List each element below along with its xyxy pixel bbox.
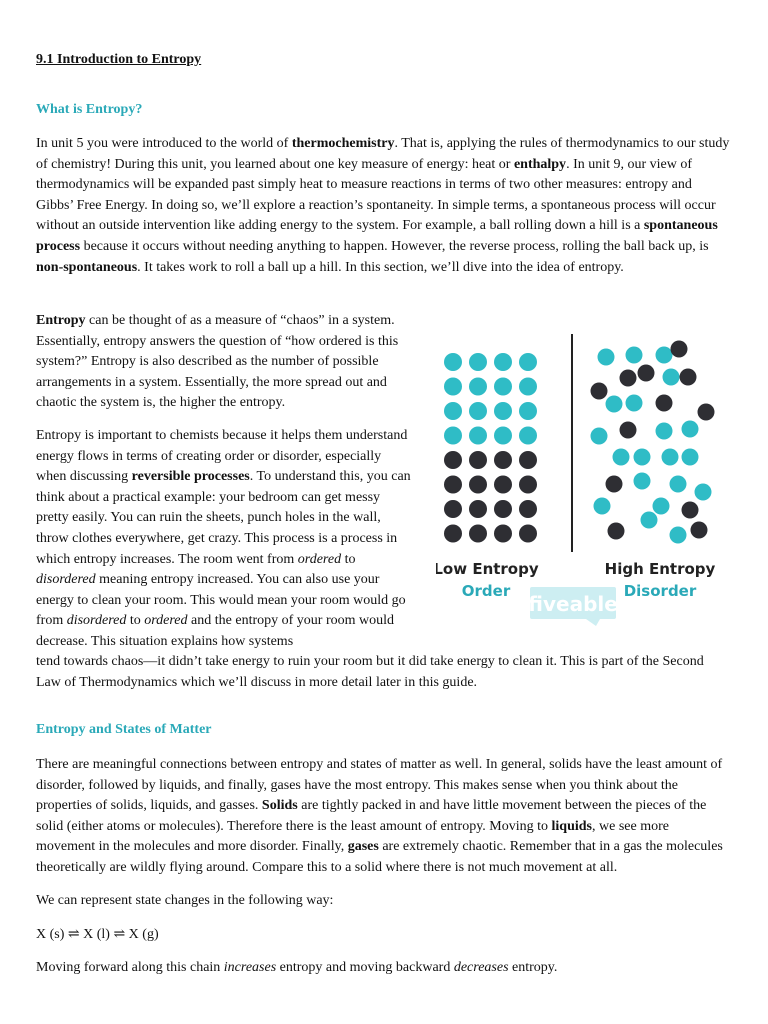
paragraph-entropy-importance-cont: tend towards chaos—it didn’t take energy to ruin your room but it did take energy to clean it. This is part of the Second Law of Thermodynamics which we’ll discuss in more detail later in this guide. bbox=[36, 654, 704, 690]
fiveable-watermark bbox=[528, 587, 618, 626]
particle-teal bbox=[670, 476, 687, 493]
section-heading-what-is-entropy: What is Entropy? bbox=[36, 102, 143, 117]
particle-teal bbox=[656, 423, 673, 440]
high-entropy-particles bbox=[591, 341, 715, 544]
low-entropy-particles bbox=[444, 353, 537, 543]
particle-dark bbox=[469, 476, 487, 494]
particle-teal bbox=[469, 378, 487, 396]
particle-teal bbox=[626, 347, 643, 364]
particle-teal bbox=[695, 484, 712, 501]
particle-dark bbox=[519, 476, 537, 494]
particle-teal bbox=[641, 512, 658, 529]
order-label: Order bbox=[461, 582, 511, 600]
disorder-label: Disorder bbox=[623, 582, 697, 600]
paragraph-entropy-definition: Entropy can be thought of as a measure of “chaos” in a system. Essentially, entropy answers the question of “how ordered is this system?” Entropy is also described as the number of possible arrangements in a system. Essentially, the more spread out and chaotic the system is, the higher the entropy. bbox=[36, 313, 399, 411]
particle-dark bbox=[608, 523, 625, 540]
particle-teal bbox=[682, 421, 699, 438]
particle-dark bbox=[469, 525, 487, 543]
particle-teal bbox=[444, 378, 462, 396]
particle-teal bbox=[444, 353, 462, 371]
particle-dark bbox=[519, 451, 537, 469]
particle-dark bbox=[494, 500, 512, 518]
low-entropy-label: Low Entropy bbox=[436, 560, 539, 578]
particle-teal bbox=[444, 402, 462, 420]
particle-teal bbox=[494, 427, 512, 445]
equation-state-changes: X (s) ⇌ X (l) ⇌ X (g) bbox=[36, 927, 159, 942]
particle-teal bbox=[594, 498, 611, 515]
particle-dark bbox=[444, 476, 462, 494]
particle-dark bbox=[620, 370, 637, 387]
paragraph-entropy-importance: Entropy is important to chemists because it helps them understand energy flows in terms of creating order or disorder, especially when discussing reversible processes. To understand this, you can think about a practical example: your bedroom can get messy pretty easily. You can ruin the sheets, punch holes in the wall, throw clothes everywhere, get crazy. This process is a process in which entropy increases. The room went from ordered to disordered meaning entropy increased. You can also use your energy to clean your room. This would mean your room would go from disordered to ordered and the entropy of your room would decrease. This situation explains how systems bbox=[36, 428, 411, 649]
particle-teal bbox=[634, 449, 651, 466]
particle-teal bbox=[653, 498, 670, 515]
particle-dark bbox=[698, 404, 715, 421]
paragraph-states-of-matter: There are meaningful connections between entropy and states of matter as well. In general, solids have the least amount of disorder, followed by liquids, and finally, gases have the most entropy. This makes sense when you think about the properties of solids, liquids, and gasses. Solids are tightly packed in and have little movement between the pieces of the solid (either atoms or molecules). Therefore there is the least amount of entropy. Moving to liquids, we see more movement in the molecules and more disorder. Finally, gases are extremely chaotic. Remember that in a gas the molecules theoretically are wildly flying around. Compare this to a solid where there is not much movement at all. bbox=[36, 757, 723, 875]
particle-teal bbox=[519, 378, 537, 396]
particle-teal bbox=[469, 402, 487, 420]
particle-teal bbox=[682, 449, 699, 466]
particle-dark bbox=[444, 500, 462, 518]
entropy-diagram bbox=[436, 330, 736, 630]
particle-teal bbox=[663, 369, 680, 386]
particle-dark bbox=[638, 365, 655, 382]
paragraph-moving-forward: Moving forward along this chain increases entropy and moving backward decreases entropy. bbox=[36, 960, 558, 975]
particle-dark bbox=[494, 451, 512, 469]
particle-dark bbox=[606, 476, 623, 493]
particle-teal bbox=[670, 527, 687, 544]
particle-teal bbox=[519, 402, 537, 420]
particle-teal bbox=[494, 353, 512, 371]
particle-dark bbox=[691, 522, 708, 539]
watermark-text: fiveable bbox=[528, 592, 618, 616]
particle-teal bbox=[606, 396, 623, 413]
page-title: 9.1 Introduction to Entropy bbox=[36, 52, 202, 67]
particle-dark bbox=[494, 476, 512, 494]
particle-teal bbox=[591, 428, 608, 445]
particle-teal bbox=[662, 449, 679, 466]
particle-teal bbox=[469, 353, 487, 371]
particle-dark bbox=[671, 341, 688, 358]
particle-teal bbox=[494, 402, 512, 420]
particle-dark bbox=[591, 383, 608, 400]
paragraph-state-changes: We can represent state changes in the following way: bbox=[36, 893, 334, 908]
paragraph-intro: In unit 5 you were introduced to the world of thermochemistry. That is, applying the rules of thermodynamics to our study of chemistry! During this unit, you learned about one key measure of energy: heat or enthalpy. In unit 9, our view of thermodynamics will be expanded past simply heat to measure reactions in terms of two other measures: entropy and Gibbs’ Free Energy. In doing so, we’ll explore a reaction’s spontaneity. In simple terms, a spontaneous process will occur without an outside intervention like adding energy to the system. For example, a ball rolling down a hill is a spontaneous process because it occurs without needing anything to happen. However, the reverse process, rolling the ball back up, is non-spontaneous. It takes work to roll a ball up a hill. In this section, we’ll dive into the idea of entropy. bbox=[36, 136, 730, 275]
particle-dark bbox=[519, 525, 537, 543]
particle-teal bbox=[519, 427, 537, 445]
particle-dark bbox=[519, 500, 537, 518]
particle-teal bbox=[656, 347, 673, 364]
particle-teal bbox=[519, 353, 537, 371]
particle-dark bbox=[469, 500, 487, 518]
particle-teal bbox=[469, 427, 487, 445]
particle-dark bbox=[444, 451, 462, 469]
particle-dark bbox=[620, 422, 637, 439]
particle-teal bbox=[444, 427, 462, 445]
particle-teal bbox=[626, 395, 643, 412]
particle-teal bbox=[494, 378, 512, 396]
particle-teal bbox=[598, 349, 615, 366]
particle-dark bbox=[469, 451, 487, 469]
particle-teal bbox=[613, 449, 630, 466]
particle-dark bbox=[444, 525, 462, 543]
particle-dark bbox=[494, 525, 512, 543]
particle-teal bbox=[634, 473, 651, 490]
high-entropy-label: High Entropy bbox=[604, 560, 716, 578]
particle-dark bbox=[680, 369, 697, 386]
entropy-figure bbox=[436, 330, 736, 630]
section-heading-states-of-matter: Entropy and States of Matter bbox=[36, 722, 212, 737]
particle-dark bbox=[682, 502, 699, 519]
particle-dark bbox=[656, 395, 673, 412]
